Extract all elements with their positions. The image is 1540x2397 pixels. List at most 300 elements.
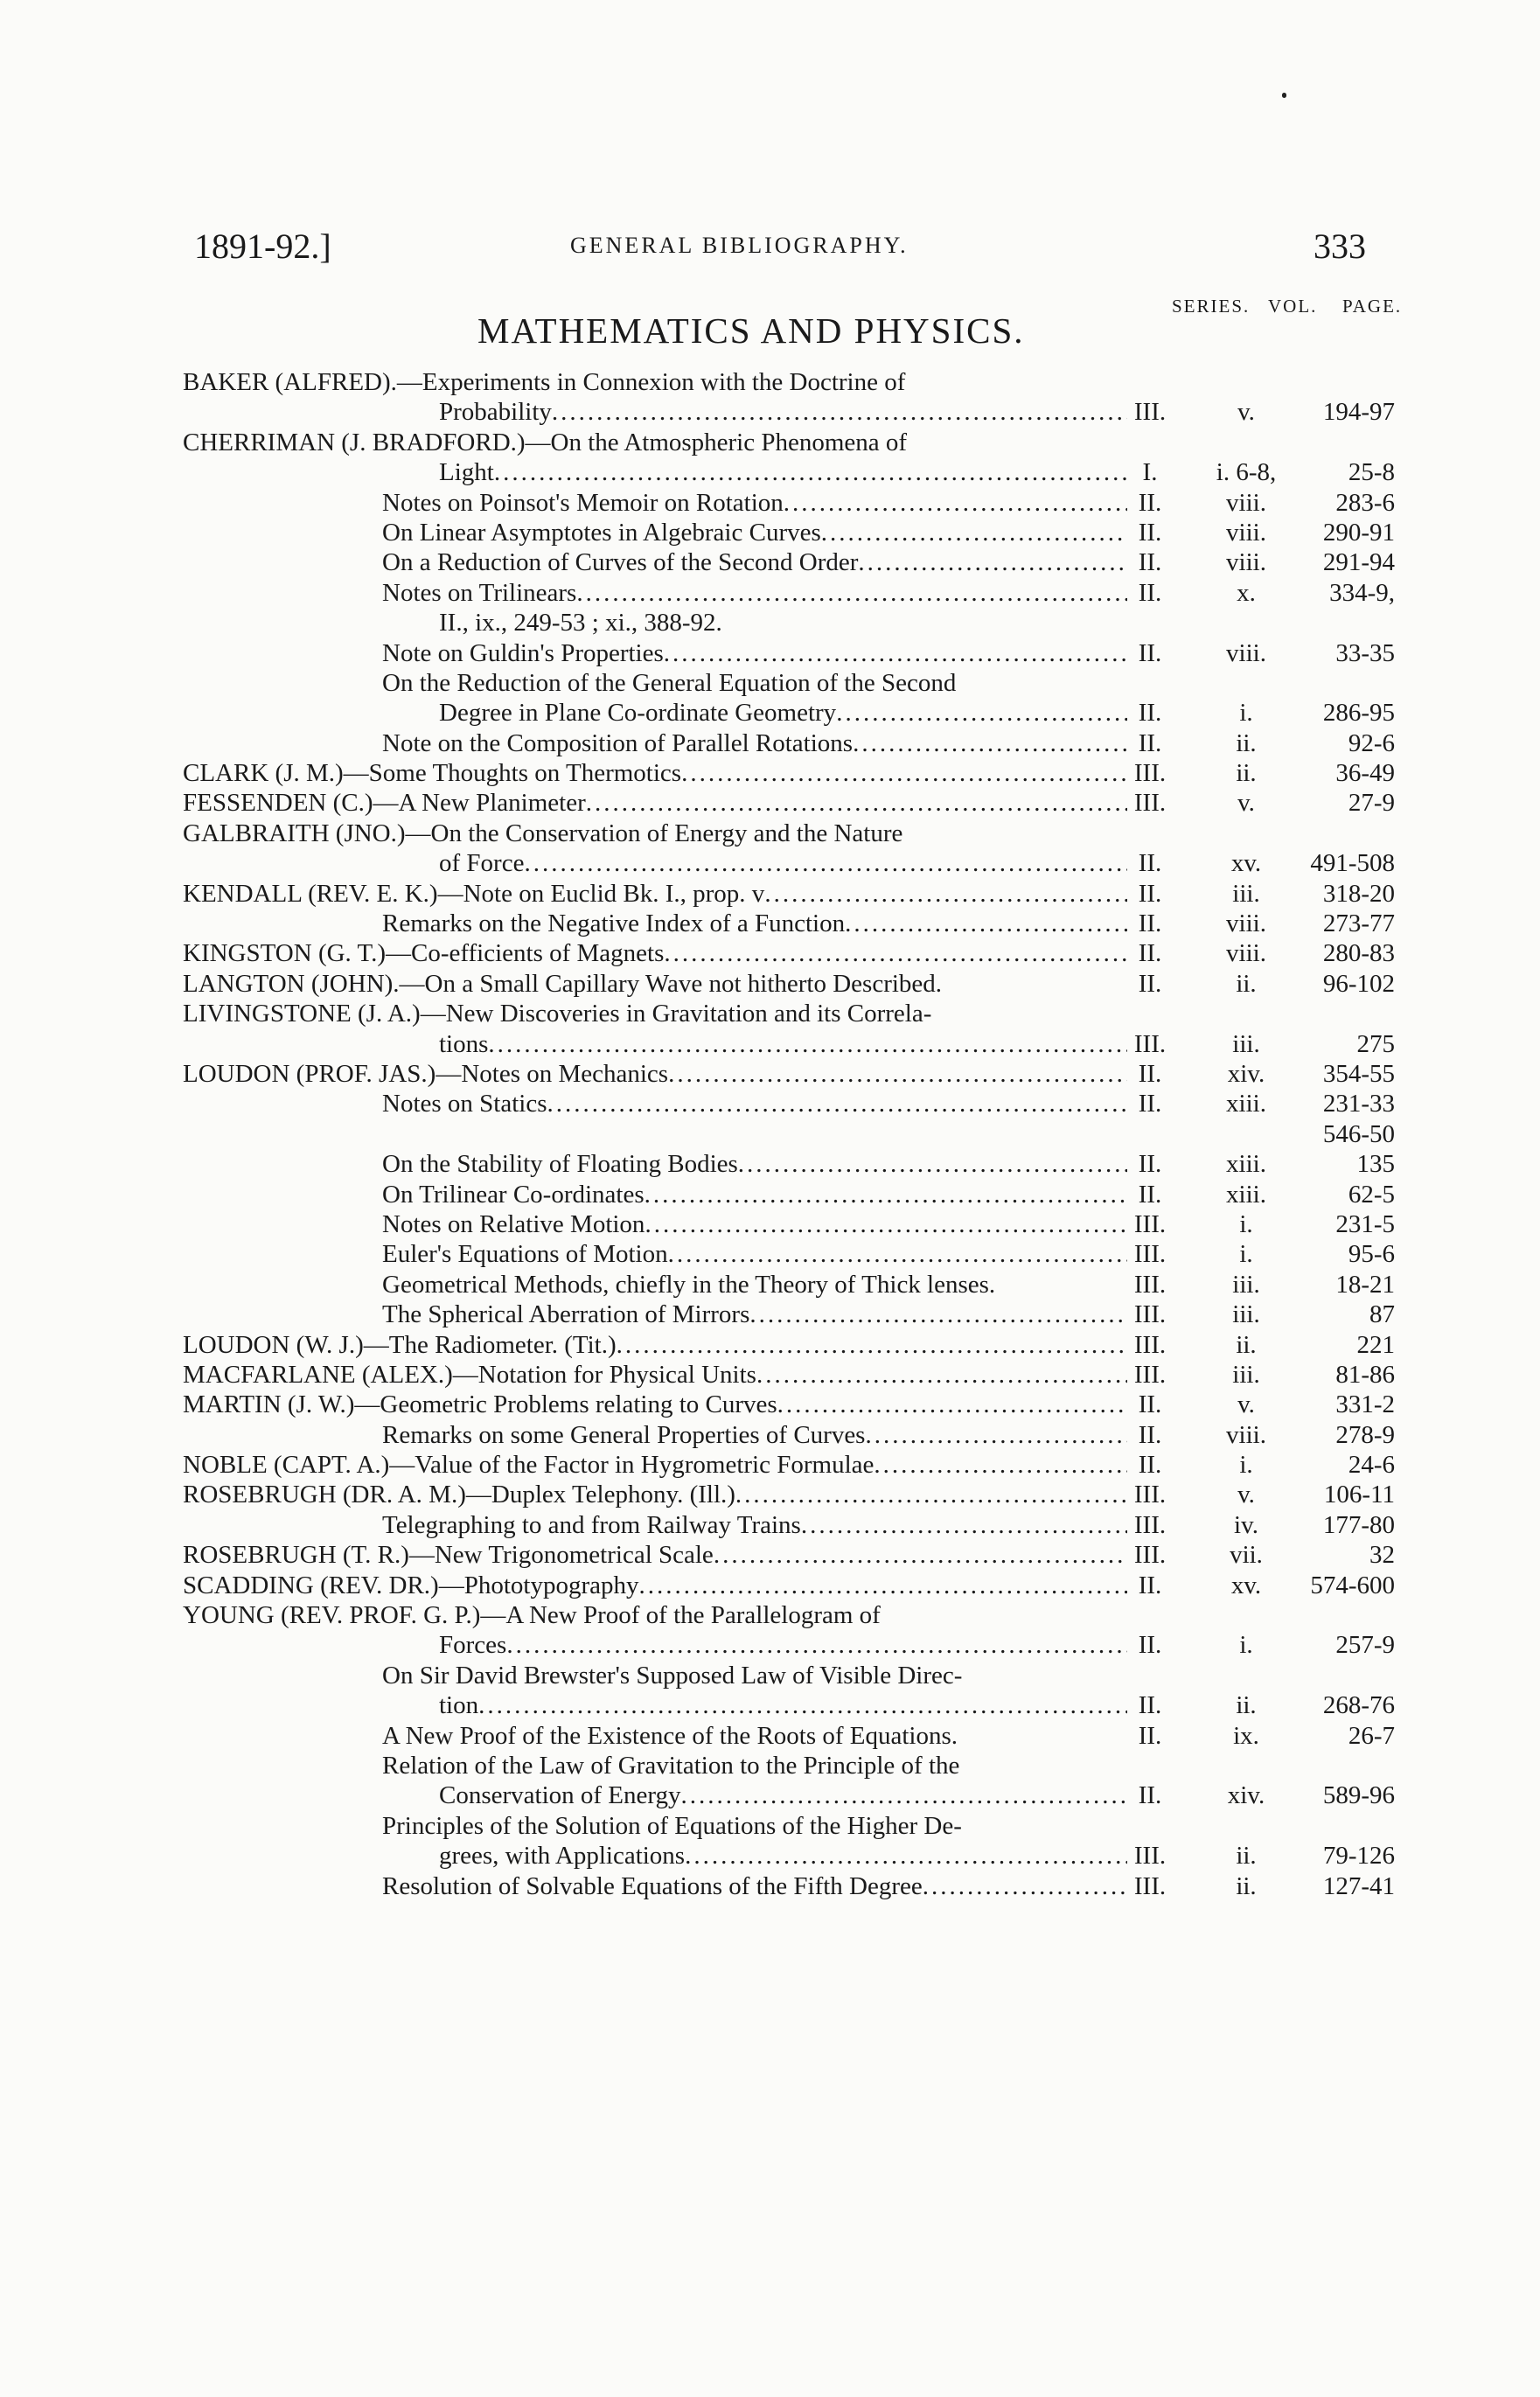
page-value: 331-2 bbox=[1335, 1390, 1395, 1419]
page-value: 589-96 bbox=[1322, 1781, 1395, 1810]
series-value: II. bbox=[1138, 638, 1162, 667]
series-column-header: SERIES. bbox=[1172, 296, 1251, 317]
dot-leader bbox=[617, 1330, 1127, 1360]
volume-value: i. 6-8, bbox=[1216, 458, 1277, 487]
entry-title: of Force bbox=[439, 849, 525, 878]
series-value: III. bbox=[1133, 1842, 1167, 1871]
entry-title: BAKER (ALFRED).—Experiments in Connexion with the Doctrine of bbox=[183, 368, 906, 396]
entry-text bbox=[183, 819, 1127, 848]
entry-text bbox=[183, 367, 1127, 397]
series-value: II. bbox=[1138, 1059, 1162, 1088]
entry-title: CLARK (J. M.)—Some Thoughts on Thermotics bbox=[183, 759, 682, 788]
entry-title: Relation of the Law of Gravitation to the Principle of the bbox=[382, 1751, 960, 1780]
entry-title: grees, with Applications bbox=[439, 1842, 686, 1871]
page-value: 354-55 bbox=[1322, 1059, 1395, 1088]
entry-title: ROSEBRUGH (T. R.)—New Trigonometrical Scale bbox=[183, 1541, 714, 1570]
page-value: 286-95 bbox=[1322, 699, 1395, 728]
bibliography-line bbox=[0, 668, 1540, 698]
dot-leader bbox=[801, 1510, 1127, 1540]
volume-value: iii. bbox=[1232, 1270, 1260, 1299]
volume-value: viii. bbox=[1226, 1420, 1266, 1449]
dot-leader bbox=[735, 1480, 1127, 1509]
entry-text bbox=[439, 1630, 1127, 1660]
entry-text bbox=[382, 1239, 1127, 1269]
dot-leader bbox=[478, 1690, 1127, 1720]
bibliography-line bbox=[0, 1480, 1540, 1509]
series-value: III. bbox=[1133, 789, 1167, 818]
entry-text bbox=[382, 488, 1127, 518]
page-value: 290-91 bbox=[1322, 518, 1395, 547]
volume-value: xiv. bbox=[1227, 1781, 1265, 1810]
series-value: II. bbox=[1138, 879, 1162, 908]
dot-leader bbox=[853, 728, 1127, 758]
page-value: 334-9, bbox=[1329, 578, 1395, 607]
page-value: 257-9 bbox=[1335, 1631, 1395, 1660]
bibliography-line bbox=[0, 638, 1540, 668]
page-value: 95-6 bbox=[1348, 1240, 1395, 1269]
entry-title: SCADDING (REV. DR.)—Phototypography bbox=[183, 1571, 639, 1599]
dot-leader bbox=[874, 1450, 1127, 1480]
series-value: III. bbox=[1133, 1270, 1167, 1299]
page-value: 491-508 bbox=[1310, 849, 1395, 878]
entry-title: A New Proof of the Existence of the Roots of Equations. bbox=[382, 1721, 958, 1750]
page-value: 79-126 bbox=[1322, 1842, 1395, 1871]
entry-text bbox=[439, 1841, 1127, 1871]
entry-title: Notes on Trilinears bbox=[382, 578, 577, 607]
entry-title: LANGTON (JOHN).—On a Small Capillary Wave not hitherto Described. bbox=[183, 969, 943, 998]
bibliography-line bbox=[0, 999, 1540, 1028]
volume-value: ii. bbox=[1236, 1871, 1257, 1900]
bibliography-line bbox=[0, 1420, 1540, 1450]
page-value: 291-94 bbox=[1322, 548, 1395, 577]
entry-text bbox=[382, 1180, 1127, 1209]
entry-text bbox=[382, 668, 1127, 698]
entry-title: YOUNG (REV. PROF. G. P.)—A New Proof of the Parallelogram of bbox=[183, 1601, 881, 1630]
dot-leader bbox=[714, 1540, 1127, 1570]
entry-text bbox=[183, 1450, 1127, 1480]
bibliography-line bbox=[0, 758, 1540, 788]
volume-value: viii. bbox=[1226, 909, 1266, 938]
entry-text bbox=[382, 1510, 1127, 1540]
entry-text bbox=[382, 1811, 1127, 1841]
bibliography-line bbox=[0, 728, 1540, 758]
page-value: 26-7 bbox=[1348, 1721, 1395, 1750]
entry-text bbox=[382, 1721, 1127, 1751]
bibliography-line bbox=[0, 1540, 1540, 1570]
series-value: II. bbox=[1138, 548, 1162, 577]
page-value: 25-8 bbox=[1348, 458, 1395, 487]
bibliography-line bbox=[0, 457, 1540, 487]
entry-title: Degree in Plane Co-ordinate Geometry bbox=[439, 699, 837, 728]
entry-title: On Sir David Brewster's Supposed Law of Visible Direc- bbox=[382, 1661, 963, 1690]
entry-text bbox=[439, 457, 1127, 487]
volume-value: v. bbox=[1237, 398, 1255, 427]
bibliography-line bbox=[0, 1630, 1540, 1660]
entry-text bbox=[382, 909, 1127, 938]
dot-leader bbox=[645, 1209, 1127, 1239]
page-value: 18-21 bbox=[1335, 1270, 1395, 1299]
entry-title: Geometrical Methods, chiefly in the Theory of Thick lenses. bbox=[382, 1270, 996, 1299]
volume-value: viii. bbox=[1226, 939, 1266, 968]
volume-value: iii. bbox=[1232, 1360, 1260, 1389]
series-value: III. bbox=[1133, 1209, 1167, 1238]
entry-title: The Spherical Aberration of Mirrors bbox=[382, 1300, 750, 1329]
series-value: I. bbox=[1142, 458, 1158, 487]
entry-title: Conservation of Energy bbox=[439, 1781, 681, 1810]
dot-leader bbox=[764, 879, 1127, 909]
entry-text bbox=[439, 1780, 1127, 1810]
entry-title: Forces bbox=[439, 1631, 507, 1660]
bibliography-line bbox=[0, 1209, 1540, 1239]
dot-leader bbox=[638, 1571, 1127, 1600]
page-value: 273-77 bbox=[1322, 909, 1395, 938]
volume-value: vii. bbox=[1230, 1541, 1263, 1570]
entry-title: CHERRIMAN (J. BRADFORD.)—On the Atmospheric Phenomena of bbox=[183, 428, 908, 456]
page-value: 546-50 bbox=[1322, 1119, 1395, 1148]
entry-text bbox=[382, 1149, 1127, 1179]
volume-value: viii. bbox=[1226, 518, 1266, 547]
entry-text bbox=[382, 518, 1127, 547]
volume-value: xv. bbox=[1230, 849, 1262, 878]
volume-value: ix. bbox=[1233, 1721, 1259, 1750]
entry-title: Remarks on some General Properties of Curves bbox=[382, 1420, 866, 1449]
volume-value: xiv. bbox=[1227, 1059, 1265, 1088]
bibliography-line bbox=[0, 488, 1540, 518]
dot-leader bbox=[586, 788, 1127, 818]
dot-leader bbox=[858, 547, 1127, 577]
dot-leader bbox=[668, 1059, 1127, 1089]
dot-leader bbox=[749, 1300, 1127, 1329]
page-value: 283-6 bbox=[1335, 488, 1395, 517]
series-value: II. bbox=[1138, 1721, 1162, 1750]
section-title: MATHEMATICS AND PHYSICS. bbox=[477, 310, 1025, 351]
series-value: II. bbox=[1138, 728, 1162, 757]
entry-title: KENDALL (REV. E. K.)—Note on Euclid Bk. I., prop. v bbox=[183, 879, 765, 908]
page-value: 96-102 bbox=[1322, 969, 1395, 998]
volume-value: i. bbox=[1239, 699, 1253, 728]
entry-text bbox=[183, 969, 1127, 999]
entry-text bbox=[439, 397, 1127, 427]
bibliography-line bbox=[0, 1510, 1540, 1540]
series-value: III. bbox=[1133, 398, 1167, 427]
dot-leader bbox=[756, 1360, 1127, 1390]
entry-text bbox=[382, 547, 1127, 577]
series-value: II. bbox=[1138, 969, 1162, 998]
entry-text bbox=[183, 879, 1127, 909]
entry-text bbox=[382, 728, 1127, 758]
ink-speck bbox=[1282, 93, 1286, 98]
page-value: 33-35 bbox=[1335, 638, 1395, 667]
bibliography-line bbox=[0, 788, 1540, 818]
series-value: II. bbox=[1138, 1571, 1162, 1599]
entry-text bbox=[183, 428, 1127, 457]
bibliography-line bbox=[0, 1390, 1540, 1419]
bibliography-line bbox=[0, 1751, 1540, 1780]
volume-value: ii. bbox=[1236, 728, 1257, 757]
bibliography-line bbox=[0, 1270, 1540, 1300]
volume-value: v. bbox=[1237, 1390, 1255, 1419]
entry-text bbox=[183, 999, 1127, 1028]
entry-title: On the Reduction of the General Equation of the Second bbox=[382, 668, 957, 697]
page-value: 36-49 bbox=[1335, 759, 1395, 788]
dot-leader bbox=[494, 457, 1127, 487]
bibliography-line bbox=[0, 1239, 1540, 1269]
bibliography-line bbox=[0, 1300, 1540, 1329]
entry-text bbox=[382, 1209, 1127, 1239]
entry-text bbox=[183, 1330, 1127, 1360]
bibliography-line bbox=[0, 518, 1540, 547]
series-value: II. bbox=[1138, 1090, 1162, 1118]
series-value: II. bbox=[1138, 1691, 1162, 1720]
page-value: 318-20 bbox=[1322, 879, 1395, 908]
dot-leader bbox=[821, 518, 1127, 547]
page-value: 87 bbox=[1369, 1300, 1395, 1329]
entry-title: MARTIN (J. W.)—Geometric Problems relating to Curves bbox=[183, 1390, 777, 1419]
volume-value: i. bbox=[1239, 1240, 1253, 1269]
page-value: 231-5 bbox=[1335, 1209, 1395, 1238]
entry-title: LOUDON (W. J.)—The Radiometer. (Tit.) bbox=[183, 1330, 617, 1359]
volume-value: ii. bbox=[1236, 1330, 1257, 1359]
page-value: 32 bbox=[1369, 1541, 1395, 1570]
bibliography-line bbox=[0, 367, 1540, 397]
volume-value: xv. bbox=[1230, 1571, 1262, 1599]
running-head-title: GENERAL BIBLIOGRAPHY. bbox=[570, 233, 909, 258]
series-value: II. bbox=[1138, 1420, 1162, 1449]
dot-leader bbox=[645, 1180, 1127, 1209]
volume-value: iv. bbox=[1234, 1510, 1258, 1539]
bibliography-line bbox=[0, 1600, 1540, 1630]
entry-text bbox=[382, 1420, 1127, 1450]
entry-text bbox=[183, 1360, 1127, 1390]
dot-leader bbox=[777, 1390, 1127, 1419]
entry-title: MACFARLANE (ALEX.)—Notation for Physical Units bbox=[183, 1360, 756, 1389]
running-head-year: 1891-92.] bbox=[194, 226, 331, 266]
volume-value: iii. bbox=[1232, 879, 1260, 908]
volume-value: i. bbox=[1239, 1631, 1253, 1660]
dot-leader bbox=[738, 1149, 1127, 1179]
entry-title: Notes on Relative Motion bbox=[382, 1209, 645, 1238]
dot-leader bbox=[664, 638, 1127, 668]
page-value: 106-11 bbox=[1323, 1481, 1395, 1509]
entry-title: On the Stability of Floating Bodies bbox=[382, 1150, 738, 1179]
volume-value: ii. bbox=[1236, 759, 1257, 788]
volume-value: ii. bbox=[1236, 1842, 1257, 1871]
bibliography-line bbox=[0, 698, 1540, 728]
entry-text bbox=[439, 608, 1127, 638]
entry-text bbox=[183, 788, 1127, 818]
entry-title: Resolution of Solvable Equations of the Fifth Degree bbox=[382, 1871, 923, 1900]
bibliography-line bbox=[0, 578, 1540, 608]
volume-value: i. bbox=[1239, 1209, 1253, 1238]
series-value: II. bbox=[1138, 939, 1162, 968]
page-value: 177-80 bbox=[1322, 1510, 1395, 1539]
dot-leader bbox=[664, 938, 1127, 968]
volume-value: iii. bbox=[1232, 1300, 1260, 1329]
page-value: 275 bbox=[1356, 1029, 1395, 1058]
bibliography-line bbox=[0, 969, 1540, 999]
volume-value: viii. bbox=[1226, 638, 1266, 667]
entry-title: On a Reduction of Curves of the Second Order bbox=[382, 548, 859, 577]
entry-text bbox=[382, 638, 1127, 668]
page-value: 27-9 bbox=[1348, 789, 1395, 818]
series-value: II. bbox=[1138, 699, 1162, 728]
volume-value: xiii. bbox=[1226, 1090, 1266, 1118]
bibliography-line bbox=[0, 1450, 1540, 1480]
volume-value: v. bbox=[1237, 1481, 1255, 1509]
series-value: II. bbox=[1138, 488, 1162, 517]
dot-leader bbox=[668, 1239, 1127, 1269]
entry-title: ROSEBRUGH (DR. A. M.)—Duplex Telephony. (Ill.) bbox=[183, 1481, 735, 1509]
entry-text bbox=[439, 1690, 1127, 1720]
volume-value: iii. bbox=[1232, 1029, 1260, 1058]
series-value: II. bbox=[1138, 849, 1162, 878]
volume-value: x. bbox=[1237, 578, 1256, 607]
entry-text bbox=[183, 1390, 1127, 1419]
entry-title: FESSENDEN (C.)—A New Planimeter bbox=[183, 789, 586, 818]
entry-title: Light bbox=[439, 458, 494, 487]
dot-leader bbox=[685, 1841, 1127, 1871]
bibliography-line bbox=[0, 909, 1540, 938]
bibliography-line bbox=[0, 1149, 1540, 1179]
entry-title: Remarks on the Negative Index of a Function bbox=[382, 909, 846, 938]
entry-title: Euler's Equations of Motion bbox=[382, 1240, 668, 1269]
volume-value: xiii. bbox=[1226, 1150, 1266, 1179]
volume-column-header: VOL. bbox=[1268, 296, 1318, 317]
entry-text bbox=[183, 1480, 1127, 1509]
volume-value: ii. bbox=[1236, 1691, 1257, 1720]
page-value: 62-5 bbox=[1348, 1180, 1395, 1209]
page-number: 333 bbox=[1314, 226, 1366, 266]
dot-leader bbox=[576, 578, 1127, 608]
bibliography-line bbox=[0, 397, 1540, 427]
bibliography-line bbox=[0, 1089, 1540, 1118]
bibliography-line bbox=[0, 1690, 1540, 1720]
bibliography-line bbox=[0, 547, 1540, 577]
dot-leader bbox=[784, 488, 1127, 518]
page-value: 280-83 bbox=[1322, 939, 1395, 968]
entry-text bbox=[382, 1270, 1127, 1300]
volume-value: viii. bbox=[1226, 548, 1266, 577]
dot-leader bbox=[488, 1029, 1127, 1059]
page-value: 127-41 bbox=[1322, 1871, 1395, 1900]
entry-title: II., ix., 249-53 ; xi., 388-92. bbox=[439, 609, 722, 638]
bibliography-line bbox=[0, 1871, 1540, 1901]
bibliography-line bbox=[0, 1360, 1540, 1390]
dot-leader bbox=[524, 848, 1127, 878]
series-value: II. bbox=[1138, 909, 1162, 938]
bibliography-line bbox=[0, 819, 1540, 848]
entry-text bbox=[439, 1029, 1127, 1059]
entry-text bbox=[382, 1300, 1127, 1329]
entry-text bbox=[439, 698, 1127, 728]
entry-title: tion bbox=[439, 1691, 479, 1720]
page-value: 194-97 bbox=[1322, 398, 1395, 427]
series-value: III. bbox=[1133, 1541, 1167, 1570]
series-value: II. bbox=[1138, 1781, 1162, 1810]
running-head bbox=[194, 226, 1366, 269]
page-value: 574-600 bbox=[1310, 1571, 1395, 1599]
page-value: 231-33 bbox=[1322, 1090, 1395, 1118]
entry-text bbox=[382, 578, 1127, 608]
entry-title: NOBLE (CAPT. A.)—Value of the Factor in Hygrometric Formulae bbox=[183, 1451, 875, 1480]
series-value: II. bbox=[1138, 518, 1162, 547]
entry-title: Probability bbox=[439, 398, 552, 427]
entry-text bbox=[382, 1751, 1127, 1780]
volume-value: i. bbox=[1239, 1451, 1253, 1480]
series-value: III. bbox=[1133, 1510, 1167, 1539]
page-value: 268-76 bbox=[1322, 1691, 1395, 1720]
dot-leader bbox=[681, 1780, 1127, 1810]
entry-text bbox=[183, 758, 1127, 788]
bibliography-line bbox=[0, 938, 1540, 968]
series-value: III. bbox=[1133, 1871, 1167, 1900]
series-value: II. bbox=[1138, 1631, 1162, 1660]
volume-value: viii. bbox=[1226, 488, 1266, 517]
series-value: II. bbox=[1138, 1180, 1162, 1209]
volume-value: xiii. bbox=[1226, 1180, 1266, 1209]
entry-title: Note on the Composition of Parallel Rotations bbox=[382, 728, 854, 757]
dot-leader bbox=[552, 397, 1127, 427]
bibliography-line bbox=[0, 1661, 1540, 1690]
series-value: III. bbox=[1133, 1330, 1167, 1359]
bibliography-line bbox=[0, 1330, 1540, 1360]
bibliography-line bbox=[0, 879, 1540, 909]
bibliography-line bbox=[0, 1119, 1540, 1149]
series-value: II. bbox=[1138, 1150, 1162, 1179]
bibliography-list bbox=[0, 367, 1540, 1901]
entry-title: LOUDON (PROF. JAS.)—Notes on Mechanics bbox=[183, 1059, 669, 1088]
entry-text bbox=[183, 1540, 1127, 1570]
bibliography-line bbox=[0, 1180, 1540, 1209]
series-value: II. bbox=[1138, 1451, 1162, 1480]
entry-title: Telegraphing to and from Railway Trains bbox=[382, 1510, 801, 1539]
dot-leader bbox=[547, 1089, 1128, 1118]
bibliography-line bbox=[0, 428, 1540, 457]
bibliography-line bbox=[0, 1059, 1540, 1089]
dot-leader bbox=[923, 1871, 1127, 1901]
series-value: III. bbox=[1133, 1360, 1167, 1389]
entry-title: Note on Guldin's Properties bbox=[382, 638, 664, 667]
series-value: III. bbox=[1133, 759, 1167, 788]
dot-leader bbox=[506, 1630, 1127, 1660]
entry-text bbox=[183, 1059, 1127, 1089]
bibliography-line bbox=[0, 1811, 1540, 1841]
series-value: III. bbox=[1133, 1240, 1167, 1269]
page-value: 135 bbox=[1356, 1150, 1395, 1179]
page-value: 81-86 bbox=[1335, 1360, 1395, 1389]
page-column-header: PAGE. bbox=[1342, 296, 1403, 317]
entry-text bbox=[183, 1571, 1127, 1600]
entry-title: LIVINGSTONE (J. A.)—New Discoveries in Gravitation and its Correla- bbox=[183, 1000, 932, 1028]
volume-value: v. bbox=[1237, 789, 1255, 818]
entry-title: KINGSTON (G. T.)—Co-efficients of Magnets bbox=[183, 939, 665, 968]
series-value: III. bbox=[1133, 1481, 1167, 1509]
entry-title: Notes on Statics bbox=[382, 1090, 547, 1118]
entry-text bbox=[382, 1089, 1127, 1118]
page-value: 92-6 bbox=[1348, 728, 1395, 757]
dot-leader bbox=[836, 698, 1127, 728]
bibliography-line bbox=[0, 1780, 1540, 1810]
bibliography-line bbox=[0, 1841, 1540, 1871]
page-value: 221 bbox=[1356, 1330, 1395, 1359]
series-value: II. bbox=[1138, 578, 1162, 607]
bibliography-line bbox=[0, 1571, 1540, 1600]
page-value: 24-6 bbox=[1348, 1451, 1395, 1480]
entry-text bbox=[382, 1661, 1127, 1690]
entry-title: On Trilinear Co-ordinates bbox=[382, 1180, 645, 1209]
series-value: II. bbox=[1138, 1390, 1162, 1419]
bibliography-line bbox=[0, 848, 1540, 878]
